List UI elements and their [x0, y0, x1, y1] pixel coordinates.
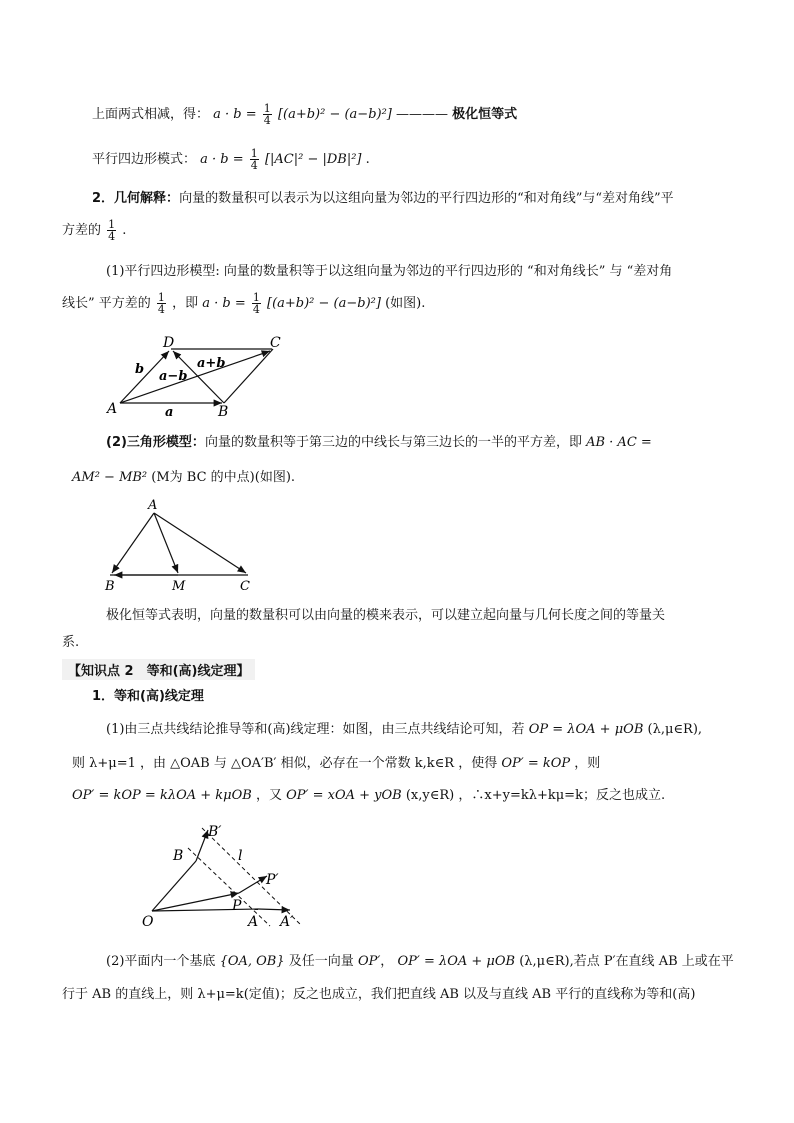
line-l — [202, 828, 302, 926]
vector-ob2 — [196, 830, 208, 861]
label-B: B — [105, 579, 115, 594]
label-C: C — [240, 579, 250, 594]
section-equal-sum-theorem: 1．等和(高)线定理 — [92, 689, 204, 704]
label-l: l — [238, 848, 243, 864]
side-ac — [154, 513, 246, 573]
label-sum: a+b — [197, 356, 226, 371]
identity-summary: 极化恒等式表明，向量的数量积可以由向量的模来表示，可以建立起向量与几何长度之间的等量关 — [106, 608, 666, 623]
derivation-line-2: 则 λ+μ=1 ，由 △OAB 与 △OA′B′ 相似，必存在一个常数 k,k∈R ，使得 OP′ = kOP ，则 — [72, 756, 601, 771]
fraction: $\frac{1}{4}$ — [263, 102, 271, 127]
fraction: $\frac{1}{4}$ — [157, 291, 165, 316]
vector-oa2 — [258, 909, 290, 910]
basis-line-2: 行于 AB 的直线上，则 λ+μ=k(定值)；反之也成立，我们把直线 AB 以及与直线 AB 平行的直线称为等和(高) — [62, 987, 696, 1002]
equal-sum-figure — [140, 818, 320, 933]
label-P: P — [232, 898, 242, 914]
identity-summary-cont: 系. — [62, 635, 80, 650]
fraction: $\frac{1}{4}$ — [250, 147, 258, 172]
basis-line-1: (2)平面内一个基底 {OA, OB} 及任一向量 OP′， OP′ = λOA + μOB (λ,μ∈R),若点 P′在直线 AB 上或在平 — [106, 954, 734, 969]
label-B-prime: B′ — [208, 824, 222, 840]
label-A: A — [107, 401, 118, 417]
label-C: C — [270, 335, 281, 351]
triangle-model: (2)三角形模型：向量的数量积等于第三边的中线长与第三边长的一半的平方差，即 AB · AC = — [106, 435, 652, 450]
label-A: A — [248, 914, 259, 930]
label-a: a — [165, 405, 174, 418]
label-P-prime: P′ — [266, 872, 279, 888]
label-D: D — [163, 335, 175, 351]
line-difference-identity: 上面两式相减，得： a · b = $\frac{1}{4}$ [(a+b)² − (a−b)²] ———— 极化恒等式 — [92, 102, 518, 127]
label-A: A — [148, 498, 158, 513]
derivation-line-1: (1)由三点共线结论推导等和(高)线定理：如图，由三点共线结论可知，若 OP = λOA + μOB (λ,μ∈R), — [106, 722, 703, 737]
label-A-prime: A′ — [280, 914, 294, 930]
side-bc — [224, 349, 273, 403]
derivation-line-3: OP′ = kOP = kλOA + kμOB ，又 OP′ = xOA + yOB (x,y∈R) ，∴x+y=kλ+kμ=k；反之也成立. — [72, 788, 666, 803]
fraction: $\frac{1}{4}$ — [252, 291, 260, 316]
section-geometric-interpretation-cont: 方差的 $\frac{1}{4}$ . — [62, 218, 127, 243]
knowledge-point-heading: 【知识点 2 等和(高)线定理】 — [62, 659, 255, 680]
side-ab — [112, 513, 154, 573]
fraction: $\frac{1}{4}$ — [108, 218, 116, 243]
label-diff: a−b — [159, 369, 188, 384]
label-O: O — [142, 914, 154, 930]
label-B: B — [218, 404, 229, 418]
median-am — [154, 513, 178, 573]
parallelogram-figure — [105, 333, 300, 418]
section-geometric-interpretation: 2．几何解释：向量的数量积可以表示为以这组向量为邻边的平行四边形的“和对角线”与“差对角线”平 — [92, 191, 674, 206]
triangle-figure — [100, 497, 260, 597]
line-parallelogram-mode: 平行四边形模式： a · b = $\frac{1}{4}$ [|AC|² − |DB|²] . — [92, 147, 370, 172]
label-M: M — [172, 579, 186, 594]
label-b: b — [135, 362, 145, 377]
parallelogram-model: (1)平行四边形模型: 向量的数量积等于以这组向量为邻边的平行四边形的 “和对角线长” 与 “差对角 — [106, 264, 673, 279]
vector-oa — [152, 909, 258, 911]
label-B: B — [173, 848, 184, 864]
triangle-model-cont: AM² − MB² (M为 BC 的中点)(如图). — [72, 470, 296, 485]
parallelogram-model-cont: 线长” 平方差的 $\frac{1}{4}$ ，即 a · b = $\frac{1}{4}$ [(a+b)² − (a−b)²] (如图). — [62, 291, 426, 316]
identity-tag: 极化恒等式 — [452, 107, 518, 122]
